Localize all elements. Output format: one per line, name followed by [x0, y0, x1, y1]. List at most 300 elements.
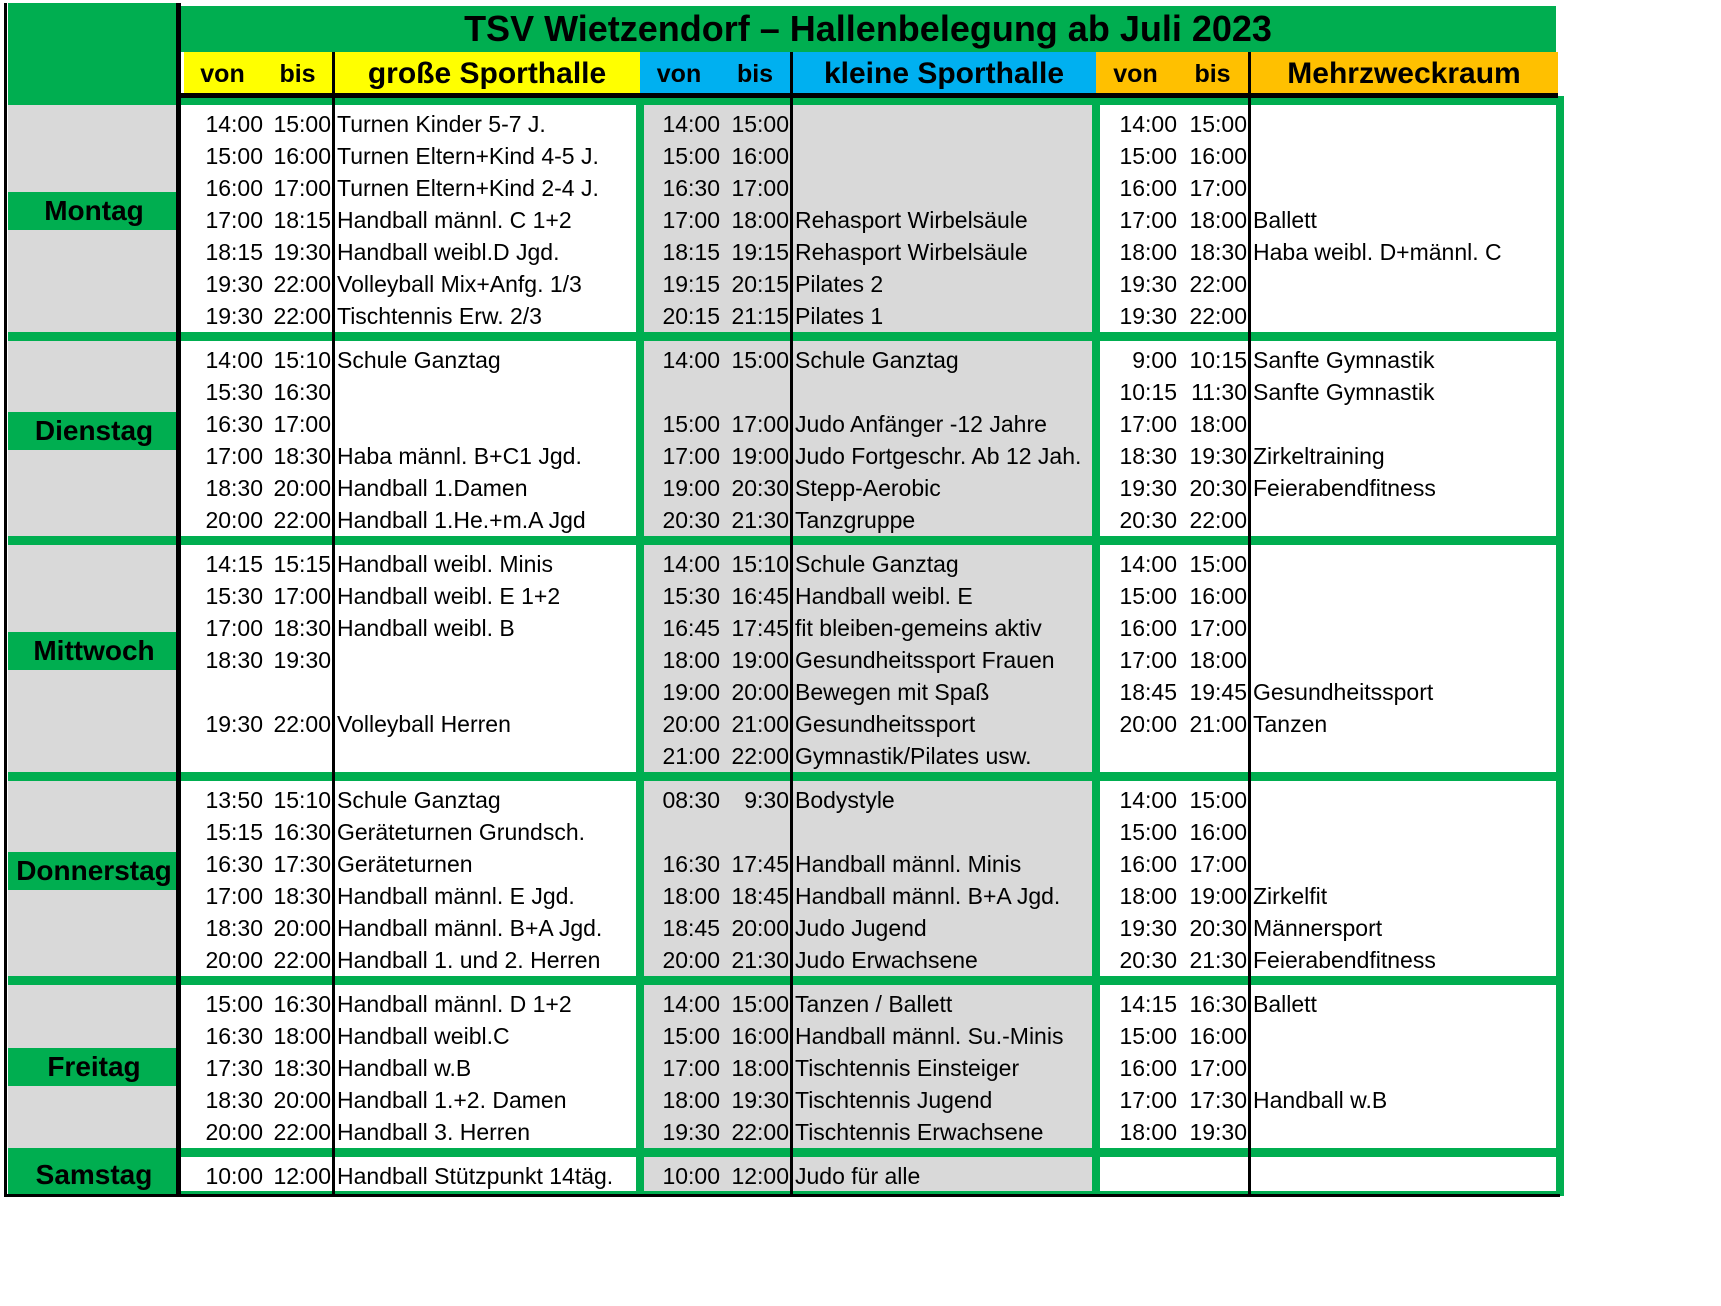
hall-name: große Sporthalle	[367, 57, 607, 90]
time-von: 15:30	[662, 583, 720, 609]
time-bis: 18:30	[273, 1055, 331, 1081]
time-von: 20:00	[205, 507, 263, 533]
time-bis: 15:10	[273, 787, 331, 813]
time-von: 18:15	[662, 239, 720, 265]
time-bis: 20:00	[731, 679, 789, 705]
time-von: 16:30	[662, 851, 720, 877]
time-bis: 17:00	[273, 175, 331, 201]
col-von-label: von	[656, 60, 702, 88]
activity: Stepp-Aerobic	[795, 475, 941, 501]
time-bis: 18:30	[273, 443, 331, 469]
time-von: 15:30	[205, 583, 263, 609]
time-bis: 18:00	[1189, 411, 1247, 437]
activity: Tischtennis Erw. 2/3	[337, 303, 542, 329]
activity	[1253, 171, 1555, 206]
time-bis: 21:00	[1189, 711, 1247, 737]
time-bis: 9:30	[744, 787, 789, 813]
time-bis: 16:30	[273, 819, 331, 845]
time-bis: 12:00	[273, 1163, 331, 1189]
table-border-outer	[4, 3, 7, 1196]
time-von	[192, 739, 263, 774]
day-label: Mittwoch	[33, 635, 155, 666]
time-bis: 15:00	[273, 111, 331, 137]
activity: Volleyball Herren	[337, 711, 511, 737]
time-von: 18:15	[205, 239, 263, 265]
name-divider	[332, 52, 335, 1196]
activity: Geräteturnen Grundsch.	[337, 819, 586, 845]
activity: Handball weibl. E 1+2	[337, 583, 561, 609]
activity: Handball männl. Minis	[795, 851, 1022, 877]
time-von: 14:00	[1119, 787, 1177, 813]
activity: Feierabendfitness	[1253, 947, 1436, 973]
time-von: 18:45	[1119, 679, 1177, 705]
time-bis: 18:00	[1189, 207, 1247, 233]
activity: Handball weibl.C	[337, 1023, 510, 1049]
time-bis: 17:00	[273, 583, 331, 609]
time-von: 15:00	[205, 991, 263, 1017]
activity	[1253, 815, 1555, 850]
time-von: 15:00	[1119, 583, 1177, 609]
activity: fit bleiben-gemeins aktiv	[795, 615, 1042, 641]
activity	[337, 739, 637, 774]
activity: Haba männl. B+C1 Jgd.	[337, 443, 582, 469]
time-bis: 11:30	[1191, 379, 1247, 405]
activity: Handball 1.Damen	[337, 475, 528, 501]
col-von-label: von	[200, 60, 245, 88]
activity: Gesundheitssport Frauen	[795, 647, 1055, 673]
activity: Gesundheitssport	[795, 711, 976, 737]
time-bis: 16:00	[731, 143, 789, 169]
time-von: 19:30	[1119, 915, 1177, 941]
time-von: 18:00	[662, 1087, 720, 1113]
activity: Handball w.B	[337, 1055, 472, 1081]
time-bis: 17:45	[731, 851, 789, 877]
time-von: 17:30	[205, 1055, 263, 1081]
activity: Handball männl. E Jgd.	[337, 883, 575, 909]
time-bis: 15:00	[731, 111, 789, 137]
activity: Handball 1. und 2. Herren	[337, 947, 601, 973]
activity	[337, 407, 637, 442]
time-bis: 15:10	[273, 347, 331, 373]
time-bis: 18:00	[731, 1055, 789, 1081]
time-von: 19:30	[1119, 303, 1177, 329]
row-separator	[8, 332, 1560, 341]
row-separator	[8, 976, 1560, 985]
time-von: 14:00	[1119, 551, 1177, 577]
time-von: 14:15	[1119, 991, 1177, 1017]
activity: Schule Ganztag	[795, 347, 959, 373]
time-von: 17:00	[662, 443, 720, 469]
time-von: 20:30	[1119, 507, 1177, 533]
activity: Feierabendfitness	[1253, 475, 1436, 501]
time-bis: 22:00	[1189, 303, 1247, 329]
time-von: 20:00	[662, 947, 720, 973]
activity	[1253, 579, 1555, 614]
time-bis: 16:00	[1189, 1023, 1247, 1049]
day-label: Samstag	[35, 1159, 153, 1190]
activity: Handball w.B	[1253, 1087, 1388, 1113]
page-title: TSV Wietzendorf – Hallenbelegung ab Juli 2023	[464, 8, 1272, 49]
time-von: 10:15	[1119, 379, 1177, 405]
activity	[337, 375, 637, 410]
time-bis: 20:00	[273, 475, 331, 501]
activity	[1253, 643, 1555, 678]
activity: Schule Ganztag	[795, 551, 959, 577]
time-von: 14:00	[662, 551, 720, 577]
time-bis: 21:30	[731, 947, 789, 973]
time-bis: 18:30	[273, 883, 331, 909]
time-von: 14:00	[1119, 111, 1177, 137]
time-bis: 19:45	[1189, 679, 1247, 705]
col-bis-label: bis	[279, 60, 316, 88]
time-bis: 16:00	[731, 1023, 789, 1049]
activity	[795, 815, 1093, 850]
activity: Handball weibl. Minis	[337, 551, 554, 577]
activity: Gesundheitssport	[1253, 679, 1434, 705]
activity	[1253, 107, 1555, 142]
time-von: 17:00	[1119, 207, 1177, 233]
time-von: 15:15	[205, 819, 263, 845]
time-bis: 21:30	[1189, 947, 1247, 973]
time-bis	[722, 815, 789, 850]
time-von: 15:00	[662, 143, 720, 169]
time-bis: 22:00	[273, 947, 331, 973]
activity: Handball männl. B+A Jgd.	[337, 915, 603, 941]
activity	[795, 139, 1093, 174]
activity: Zirkeltraining	[1253, 443, 1385, 469]
time-bis: 16:45	[731, 583, 789, 609]
time-bis	[265, 675, 331, 710]
time-bis: 22:00	[731, 1119, 789, 1145]
time-von	[1104, 1159, 1177, 1194]
time-von: 18:30	[205, 915, 263, 941]
time-bis: 17:00	[731, 411, 789, 437]
activity: Gymnastik/Pilates usw.	[795, 743, 1032, 769]
time-bis: 15:00	[731, 347, 789, 373]
activity: Turnen Eltern+Kind 4-5 J.	[337, 143, 599, 169]
time-bis	[1179, 739, 1247, 774]
activity: Handball 3. Herren	[337, 1119, 531, 1145]
time-von: 18:00	[1119, 883, 1177, 909]
time-bis: 20:30	[731, 475, 789, 501]
time-bis: 15:15	[273, 551, 331, 577]
activity: Schule Ganztag	[337, 347, 501, 373]
time-von: 17:00	[205, 207, 263, 233]
activity	[1253, 1051, 1555, 1086]
activity: Bewegen mit Spaß	[795, 679, 990, 705]
hall-name: Mehrzweckraum	[1287, 57, 1521, 90]
activity: Männersport	[1253, 915, 1383, 941]
activity: Judo Erwachsene	[795, 947, 978, 973]
time-bis: 19:30	[273, 647, 331, 673]
time-von: 17:00	[205, 615, 263, 641]
time-von: 9:00	[1132, 347, 1177, 373]
col-von-label: von	[1113, 60, 1158, 88]
time-von: 20:00	[1119, 711, 1177, 737]
time-bis: 22:00	[731, 743, 789, 769]
time-von: 18:30	[205, 1087, 263, 1113]
time-bis	[265, 739, 331, 774]
activity	[1253, 1159, 1555, 1194]
activity	[795, 375, 1093, 410]
time-von: 18:30	[1119, 443, 1177, 469]
activity	[337, 675, 637, 710]
activity: Handball weibl. E	[795, 583, 973, 609]
activity: Zirkelfit	[1253, 883, 1328, 909]
time-von: 17:00	[1119, 647, 1177, 673]
time-bis: 17:30	[1189, 1087, 1247, 1113]
activity: Turnen Eltern+Kind 2-4 J.	[337, 175, 599, 201]
time-bis: 17:00	[731, 175, 789, 201]
activity	[1253, 847, 1555, 882]
row-separator	[8, 772, 1560, 781]
time-von: 16:45	[662, 615, 720, 641]
time-von: 14:00	[662, 991, 720, 1017]
time-von: 20:00	[205, 1119, 263, 1145]
col-bis-label: bis	[1194, 60, 1231, 88]
time-bis: 18:30	[273, 615, 331, 641]
time-bis: 12:00	[731, 1163, 789, 1189]
time-bis: 22:00	[273, 303, 331, 329]
time-bis: 22:00	[273, 507, 331, 533]
activity: Rehasport Wirbelsäule	[795, 239, 1028, 265]
activity	[1253, 1115, 1555, 1150]
activity: Tanzen / Ballett	[795, 991, 953, 1017]
activity: Tischtennis Einsteiger	[795, 1055, 1020, 1081]
time-von: 19:30	[205, 711, 263, 737]
activity: Turnen Kinder 5-7 J.	[337, 111, 546, 137]
time-bis: 22:00	[1189, 507, 1247, 533]
time-von: 17:00	[205, 883, 263, 909]
activity: Handball Stützpunkt 14täg.	[337, 1163, 614, 1189]
time-bis: 18:45	[731, 883, 789, 909]
time-von: 20:15	[662, 303, 720, 329]
activity	[1253, 407, 1555, 442]
time-bis: 19:30	[1189, 443, 1247, 469]
time-bis: 15:00	[1189, 787, 1247, 813]
time-von: 19:15	[662, 271, 720, 297]
time-von: 14:15	[205, 551, 263, 577]
col-bis-label: bis	[736, 60, 774, 88]
time-von: 19:00	[662, 679, 720, 705]
time-von: 17:00	[662, 1055, 720, 1081]
time-von: 16:00	[205, 175, 263, 201]
table-border-left	[176, 3, 181, 1196]
day-label: Dienstag	[34, 415, 154, 446]
time-bis: 20:00	[273, 1087, 331, 1113]
activity: Pilates 1	[795, 303, 884, 329]
time-von	[192, 675, 263, 710]
time-bis: 19:30	[731, 1087, 789, 1113]
time-von: 17:00	[1119, 411, 1177, 437]
time-von: 16:00	[1119, 175, 1177, 201]
time-von: 16:30	[205, 1023, 263, 1049]
time-bis: 15:00	[1189, 551, 1247, 577]
time-bis: 17:30	[273, 851, 331, 877]
time-bis: 15:00	[1189, 111, 1247, 137]
activity: Haba weibl. D+männl. C	[1253, 239, 1502, 265]
time-von: 19:30	[1119, 271, 1177, 297]
activity: Handball männl. D 1+2	[337, 991, 572, 1017]
time-von: 18:30	[205, 647, 263, 673]
activity	[1253, 611, 1555, 646]
activity: Handball 1.He.+m.A Jgd	[337, 507, 586, 533]
time-von: 15:00	[1119, 1023, 1177, 1049]
time-von: 16:00	[1119, 1055, 1177, 1081]
activity: Judo für alle	[795, 1163, 921, 1189]
time-bis: 19:00	[731, 647, 789, 673]
time-von: 14:00	[205, 347, 263, 373]
activity	[795, 171, 1093, 206]
hall-divider	[1092, 96, 1100, 1196]
time-von: 15:00	[662, 1023, 720, 1049]
activity: Sanfte Gymnastik	[1253, 379, 1435, 405]
time-bis: 22:00	[273, 1119, 331, 1145]
activity: Tischtennis Erwachsene	[795, 1119, 1044, 1145]
time-bis: 16:30	[1189, 991, 1247, 1017]
activity	[1253, 267, 1555, 302]
activity: Tanzen	[1253, 711, 1328, 737]
activity	[337, 643, 637, 678]
time-von: 17:00	[662, 207, 720, 233]
time-von: 16:30	[205, 411, 263, 437]
time-bis: 20:00	[731, 915, 789, 941]
time-von: 18:30	[205, 475, 263, 501]
time-bis: 18:00	[273, 1023, 331, 1049]
activity: Schule Ganztag	[337, 787, 501, 813]
time-bis: 18:00	[1189, 647, 1247, 673]
time-bis: 22:00	[1189, 271, 1247, 297]
activity: Tischtennis Jugend	[795, 1087, 993, 1113]
header-underline	[180, 93, 1558, 98]
time-bis: 22:00	[273, 271, 331, 297]
time-bis: 17:00	[273, 411, 331, 437]
time-von: 15:30	[205, 379, 263, 405]
time-von: 15:00	[205, 143, 263, 169]
activity	[1253, 1019, 1555, 1054]
time-bis: 19:30	[273, 239, 331, 265]
activity	[1253, 299, 1555, 334]
time-von: 16:30	[662, 175, 720, 201]
time-von: 10:00	[662, 1163, 720, 1189]
time-bis: 10:15	[1189, 347, 1247, 373]
time-bis: 16:30	[273, 991, 331, 1017]
activity: Handball männl. Su.-Minis	[795, 1023, 1064, 1049]
time-von: 16:00	[1119, 851, 1177, 877]
activity: Handball männl. C 1+2	[337, 207, 572, 233]
time-bis: 16:00	[273, 143, 331, 169]
time-von: 08:30	[662, 787, 720, 813]
time-von: 15:00	[662, 411, 720, 437]
time-bis: 17:00	[1189, 615, 1247, 641]
time-bis: 15:10	[731, 551, 789, 577]
time-bis: 17:00	[1189, 1055, 1247, 1081]
time-von: 19:30	[1119, 475, 1177, 501]
time-von: 18:00	[1119, 239, 1177, 265]
activity: Tanzgruppe	[795, 507, 916, 533]
hall-divider	[636, 96, 644, 1196]
activity: Pilates 2	[795, 271, 884, 297]
hall-name: kleine Sporthalle	[823, 57, 1065, 90]
time-von: 18:00	[662, 883, 720, 909]
time-von: 18:45	[662, 915, 720, 941]
time-von: 17:00	[1119, 1087, 1177, 1113]
time-bis: 18:00	[731, 207, 789, 233]
time-von: 19:30	[205, 271, 263, 297]
time-von: 15:00	[1119, 819, 1177, 845]
time-bis: 16:30	[273, 379, 331, 405]
time-bis: 18:15	[273, 207, 331, 233]
activity	[1253, 503, 1555, 538]
activity	[1253, 139, 1555, 174]
activity: Sanfte Gymnastik	[1253, 347, 1435, 373]
time-bis: 20:30	[1189, 915, 1247, 941]
activity: Geräteturnen	[337, 851, 473, 877]
time-von: 19:30	[205, 303, 263, 329]
activity: Handball weibl.D Jgd.	[337, 239, 560, 265]
time-bis: 17:45	[731, 615, 789, 641]
time-von: 17:00	[205, 443, 263, 469]
time-von	[648, 375, 720, 410]
name-divider	[1248, 52, 1251, 1196]
time-bis: 19:30	[1189, 1119, 1247, 1145]
time-bis: 21:15	[731, 303, 789, 329]
corner-cell	[8, 3, 180, 96]
activity	[1253, 547, 1555, 582]
time-bis: 15:00	[731, 991, 789, 1017]
time-von: 21:00	[662, 743, 720, 769]
time-von: 14:00	[205, 111, 263, 137]
activity: Bodystyle	[795, 787, 895, 813]
time-bis: 17:00	[1189, 175, 1247, 201]
time-bis: 22:00	[273, 711, 331, 737]
row-separator	[8, 1148, 1560, 1157]
time-von: 10:00	[205, 1163, 263, 1189]
time-von: 16:00	[1119, 615, 1177, 641]
activity	[1253, 783, 1555, 818]
table-border-bottom	[4, 1194, 1560, 1197]
time-von: 18:00	[662, 647, 720, 673]
activity: Rehasport Wirbelsäule	[795, 207, 1028, 233]
activity: Judo Fortgeschr. Ab 12 Jah.	[795, 443, 1082, 469]
time-von: 20:00	[205, 947, 263, 973]
name-divider	[790, 52, 793, 1196]
activity: Handball 1.+2. Damen	[337, 1087, 567, 1113]
time-von: 20:30	[1119, 947, 1177, 973]
time-bis: 21:00	[731, 711, 789, 737]
time-bis: 18:30	[1189, 239, 1247, 265]
time-bis	[1179, 1159, 1247, 1194]
time-von	[1104, 739, 1177, 774]
activity: Ballett	[1253, 207, 1317, 233]
time-bis: 17:00	[1189, 851, 1247, 877]
time-von: 20:30	[662, 507, 720, 533]
time-von: 19:00	[662, 475, 720, 501]
time-bis: 20:30	[1189, 475, 1247, 501]
time-von: 16:30	[205, 851, 263, 877]
activity: Judo Jugend	[795, 915, 927, 941]
activity: Judo Anfänger -12 Jahre	[795, 411, 1047, 437]
time-bis: 19:15	[731, 239, 789, 265]
time-bis: 20:00	[273, 915, 331, 941]
time-bis: 19:00	[1189, 883, 1247, 909]
day-label: Donnerstag	[16, 855, 172, 886]
time-von: 13:50	[205, 787, 263, 813]
time-bis	[722, 375, 789, 410]
day-label: Montag	[44, 195, 144, 226]
activity: Ballett	[1253, 991, 1317, 1017]
time-von: 18:00	[1119, 1119, 1177, 1145]
